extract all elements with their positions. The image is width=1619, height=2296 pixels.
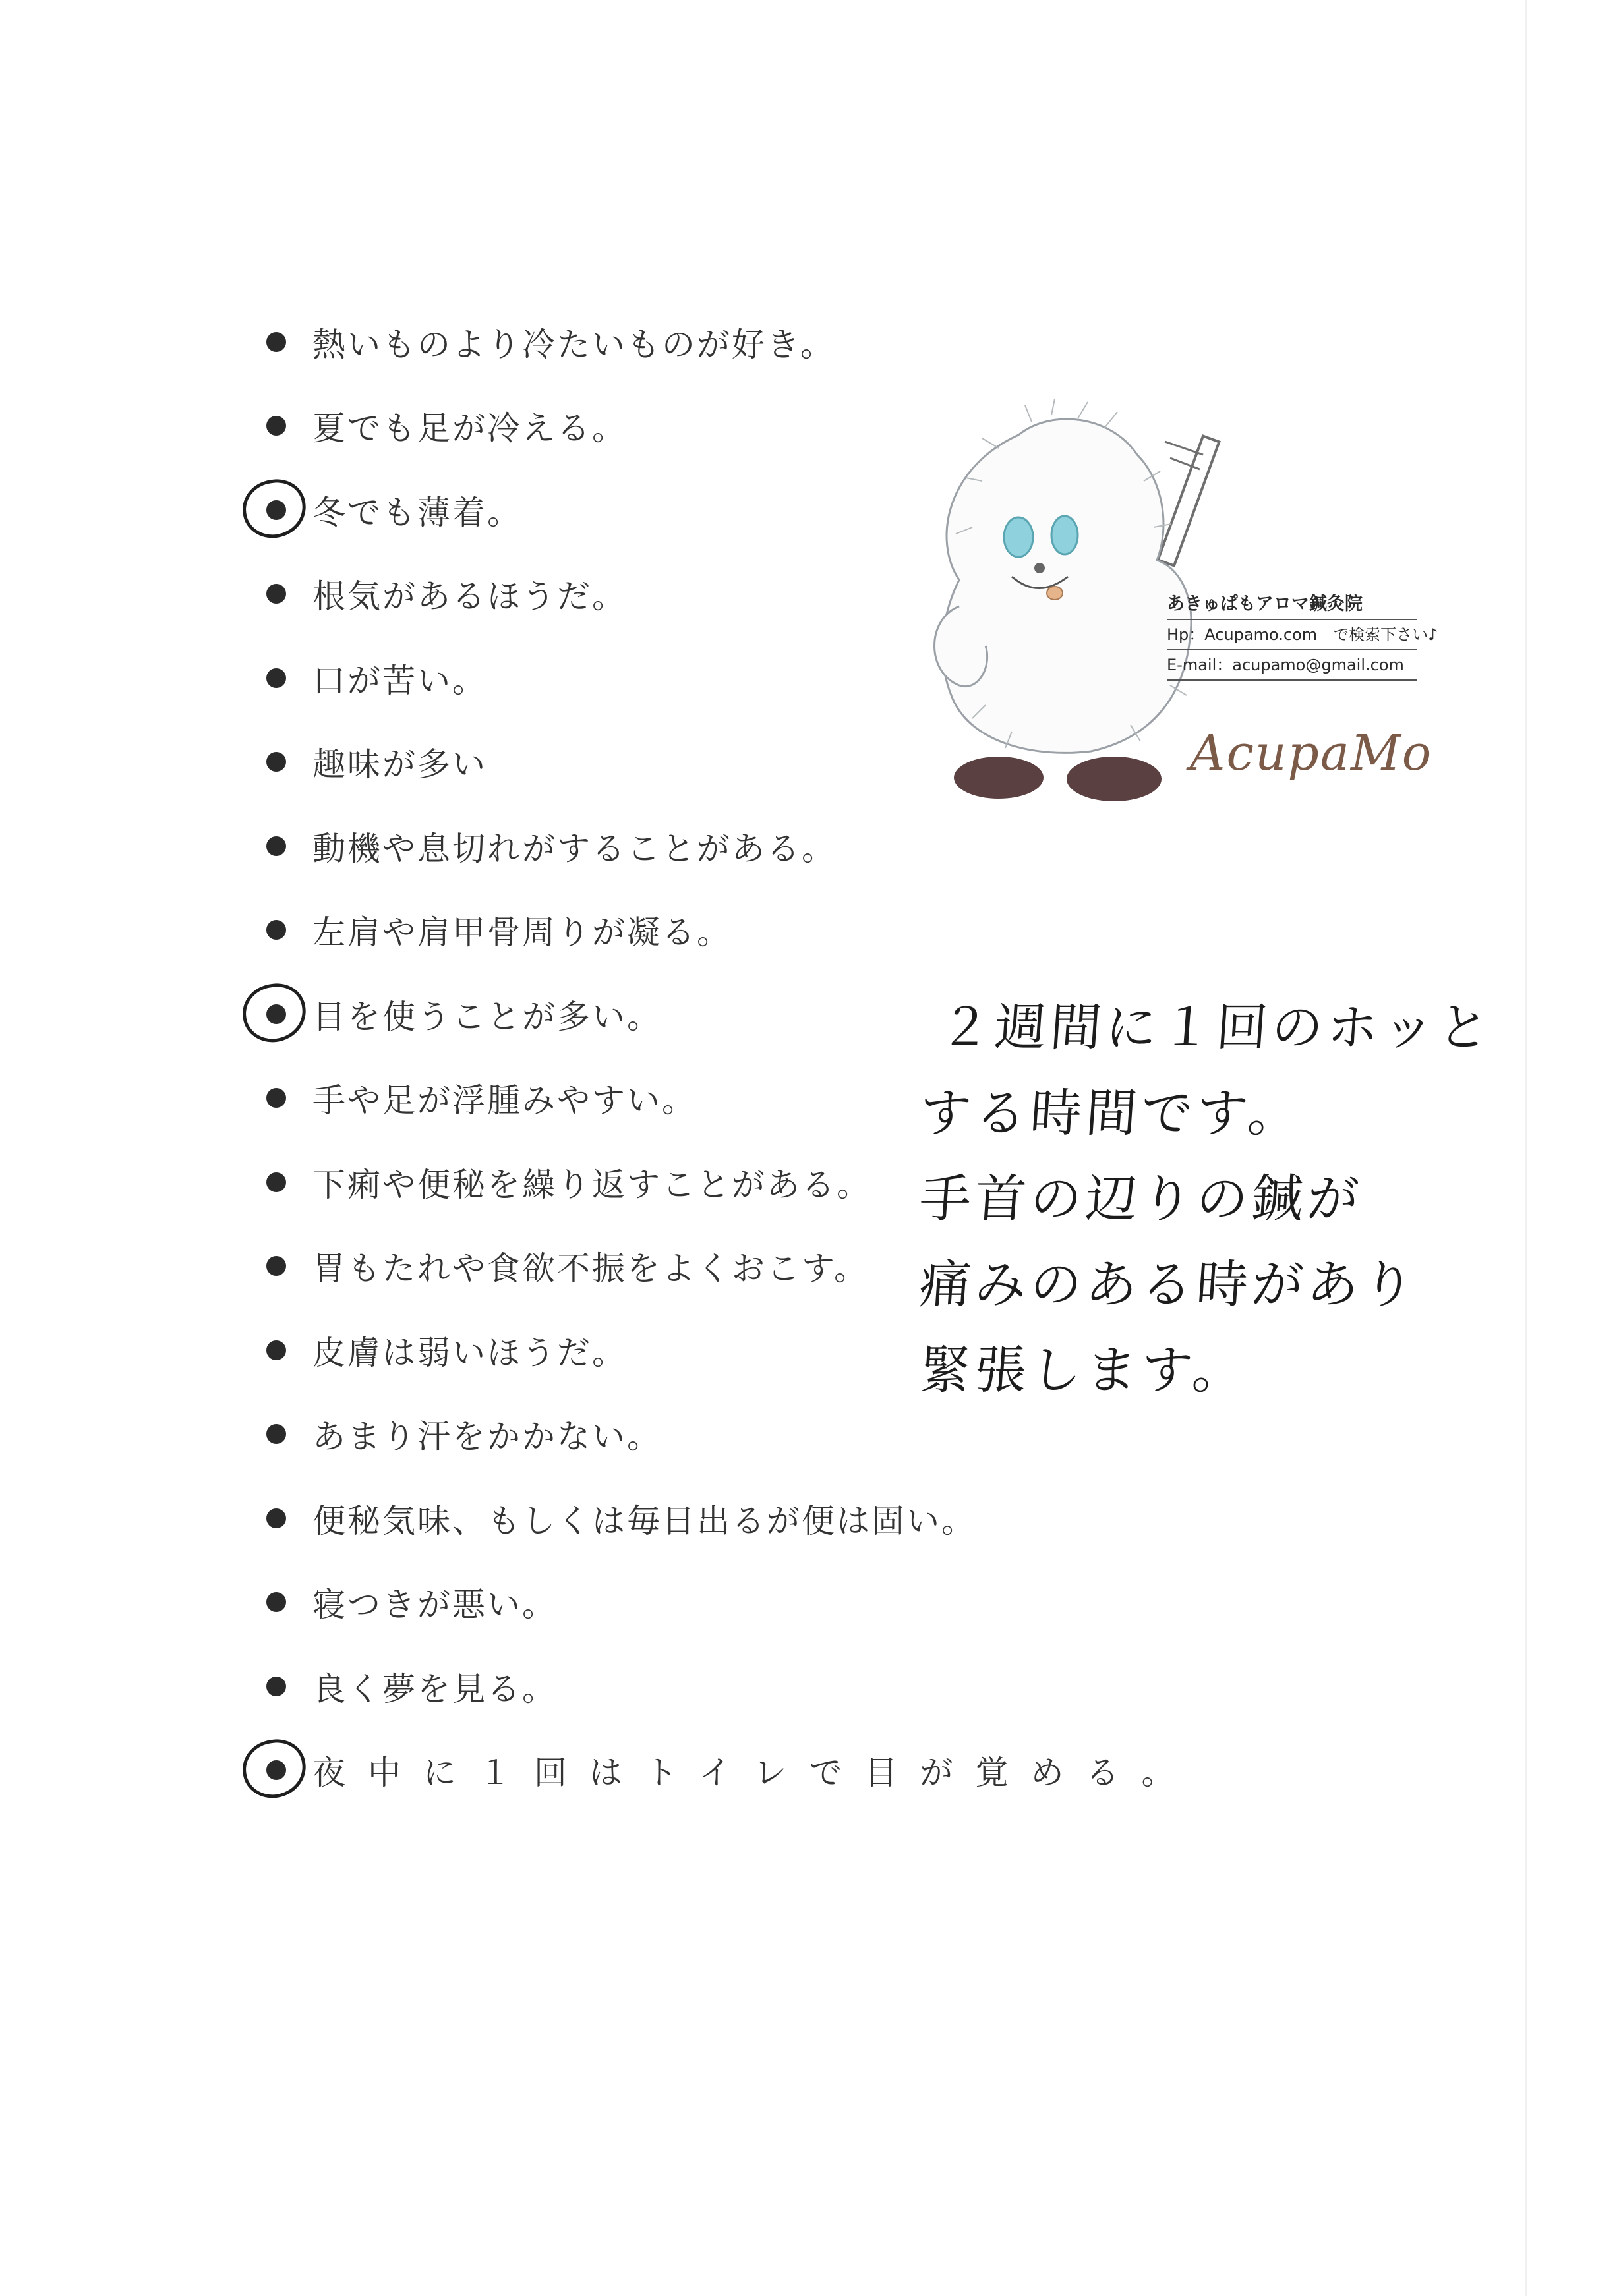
checklist-item-text: 根気があるほうだ。	[312, 577, 627, 616]
bullet-dot	[266, 1424, 286, 1444]
note-line: 痛みのある時があり	[917, 1255, 1421, 1315]
bullet-dot	[266, 1677, 286, 1696]
bullet-dot	[266, 1508, 286, 1528]
checklist-item	[257, 1056, 982, 1141]
checklist-item-text: 趣味が多い	[312, 745, 487, 784]
checklist-item-text: 寝つきが悪い。	[312, 1586, 557, 1624]
checklist-item-text: 下痢や便秘を繰り返すことがある。	[312, 1165, 871, 1204]
checklist-item-text: 動機や息切れがすることがある。	[312, 829, 837, 868]
homepage-line: Hp：Acupamo.com で検索下さい♪	[1167, 620, 1417, 650]
clinic-stamp	[920, 395, 1438, 817]
bullet-dot	[266, 668, 286, 688]
checklist-item-text: 手や足が浮腫みやすい。	[312, 1081, 697, 1120]
checklist-item	[257, 1561, 982, 1645]
checklist-item	[257, 1140, 982, 1224]
checklist-item	[257, 720, 982, 805]
handdrawn-circle-mark	[239, 979, 309, 1046]
bullet-dot	[266, 1340, 286, 1360]
checklist-item	[257, 552, 982, 637]
checklist-item-text: 夏でも足が冷える。	[312, 409, 627, 448]
note-line: 緊張します。	[917, 1341, 1250, 1400]
checklist-item-text: 左肩や肩甲骨周りが凝る。	[312, 913, 732, 952]
clinic-name: あきゅぱもアロマ鍼灸院	[1167, 590, 1417, 620]
handwritten-note	[917, 985, 1500, 1414]
brand-signature: AcupaMo	[1190, 725, 1433, 782]
handdrawn-circle-mark	[239, 1736, 309, 1802]
handdrawn-circle-mark	[239, 475, 309, 542]
note-line: ２週間に１回のホッと	[937, 998, 1496, 1058]
checklist-item-text: 便秘気味、もしくは毎日出るが便は固い。	[312, 1501, 976, 1540]
checklist-item-text: 夜中に１回はトイレで目が覚める。	[312, 1754, 1197, 1793]
bullet-dot	[266, 416, 286, 436]
tongue-icon	[1047, 587, 1063, 600]
checklist-item	[257, 888, 982, 973]
bullet-dot	[266, 1088, 286, 1108]
bullet-dot	[266, 920, 286, 940]
page-edge	[1525, 0, 1527, 2296]
bullet-dot	[266, 752, 286, 772]
left-eye-icon	[1004, 517, 1033, 557]
email-line: E-mail：acupamo@gmail.com	[1167, 650, 1417, 681]
mascot-body	[935, 419, 1191, 753]
checklist-item-text: 冬でも薄着。	[312, 493, 522, 532]
checklist-item-text: 胃もたれや食欲不振をよくおこす。	[312, 1249, 869, 1288]
stick-icon	[1158, 436, 1220, 566]
stamp-info	[1167, 590, 1438, 681]
checklist-item	[257, 1308, 982, 1392]
checklist-item-text: 良く夢を見る。	[312, 1669, 557, 1708]
checklist-item	[257, 1476, 982, 1561]
checklist-item	[257, 1644, 982, 1729]
checklist-item-text: 口が苦い。	[312, 661, 487, 700]
checklist-item-circled	[257, 1729, 1197, 1813]
bullet-dot	[266, 1592, 286, 1612]
bullet-dot	[266, 584, 286, 604]
bullet-dot	[266, 332, 286, 352]
bullet-dot	[266, 836, 286, 856]
right-foot-icon	[1067, 757, 1162, 801]
checklist-item-text: 熱いものより冷たいものが好き。	[312, 325, 835, 364]
checklist-item	[257, 300, 982, 384]
bullet-dot	[266, 1172, 286, 1192]
checklist-item	[257, 636, 982, 720]
checklist-item-text: あまり汗をかかない。	[312, 1418, 662, 1456]
checklist-item-circled	[257, 468, 982, 552]
left-foot-icon	[954, 757, 1044, 799]
checklist-item	[257, 804, 982, 888]
checklist-item-text: 目を使うことが多い。	[312, 997, 662, 1036]
checklist-item	[257, 1392, 982, 1477]
note-line: する時間です。	[917, 1084, 1305, 1143]
checklist-item-text: 皮膚は弱いほうだ。	[312, 1333, 627, 1372]
checklist-item	[257, 1224, 982, 1309]
checklist-item-circled	[257, 972, 982, 1056]
bullet-dot	[266, 1256, 286, 1276]
note-line: 手首の辺りの鍼が	[917, 1170, 1365, 1229]
right-eye-icon	[1051, 516, 1078, 554]
checklist-item	[257, 384, 982, 469]
